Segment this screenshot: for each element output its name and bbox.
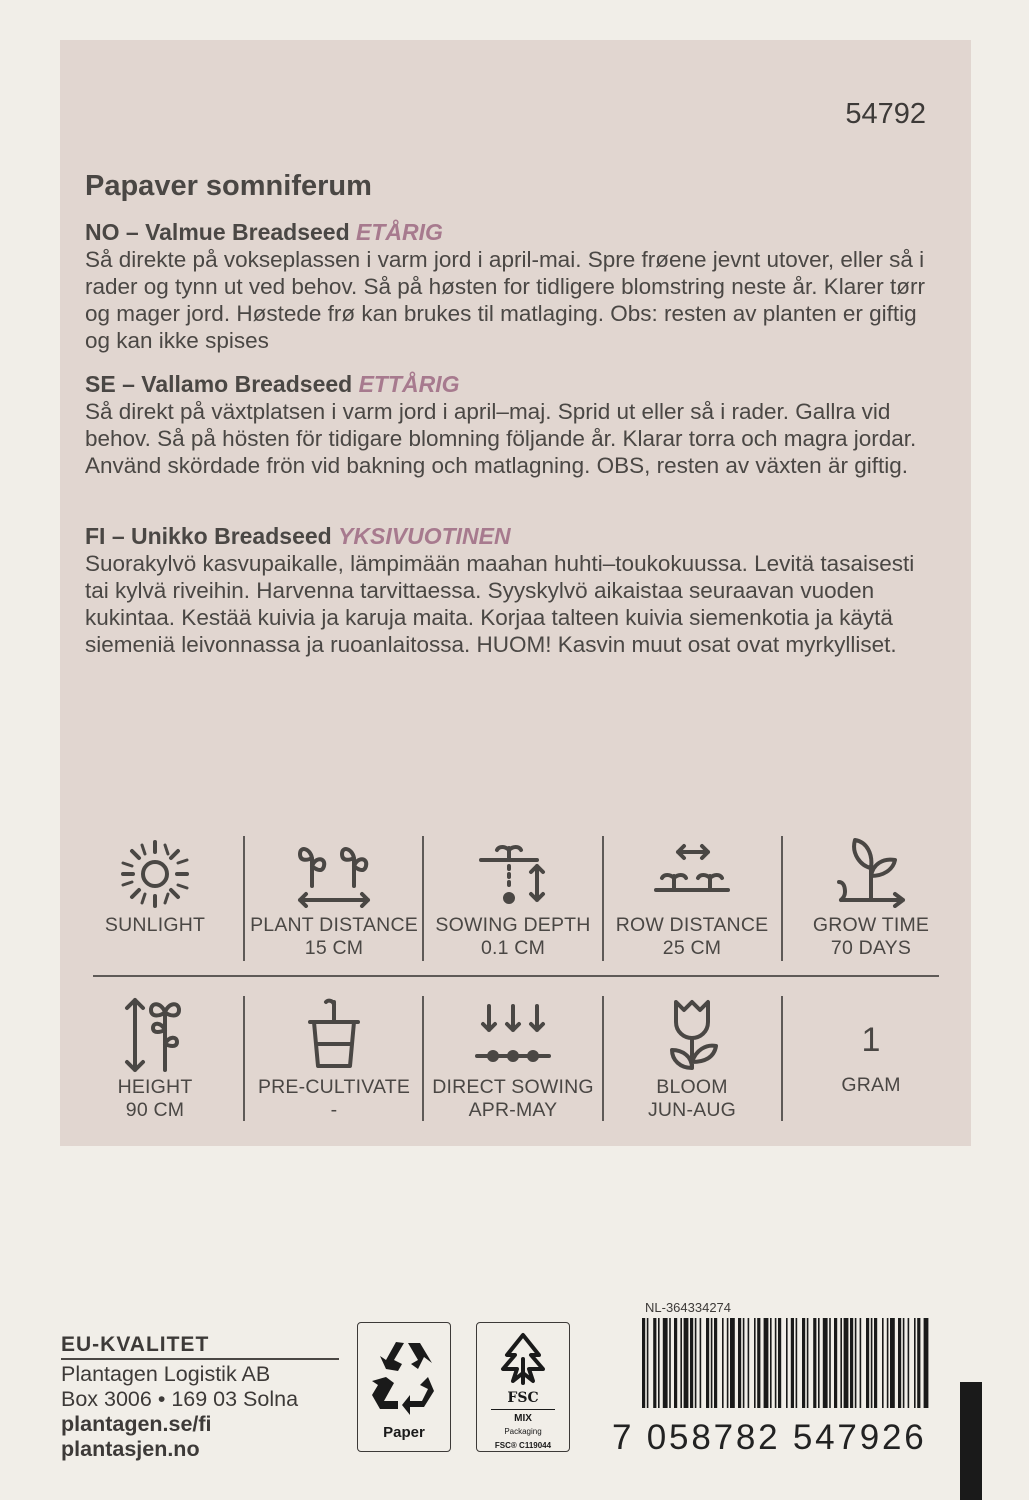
info-value: 0.1 CM: [480, 937, 546, 959]
recycle-icon: [358, 1333, 450, 1425]
direct-sowing-icon: [473, 996, 553, 1074]
barcode-bar: [674, 1318, 677, 1408]
info-label: HEIGHT: [117, 1076, 193, 1098]
barcode-bar: [642, 1318, 645, 1408]
section-title: NO – Valmue Breadseed ETÅRIG: [85, 219, 443, 245]
barcode-bar: [722, 1318, 724, 1408]
barcode-bar: [890, 1318, 895, 1408]
barcode-bar: [924, 1318, 929, 1408]
barcode-bar: [754, 1318, 756, 1408]
barcode-bar: [743, 1318, 745, 1408]
info-sunlight: [66, 836, 244, 937]
barcode-bar: [860, 1318, 862, 1408]
fsc-code: FSC® C119044: [494, 1441, 552, 1450]
barcode-bar: [791, 1318, 794, 1408]
barcode-bar: [818, 1318, 820, 1408]
website-link[interactable]: plantagen.se/fi: [61, 1412, 212, 1436]
barcode-bar: [695, 1318, 697, 1408]
info-grow-time: [782, 836, 960, 960]
info-value: -: [330, 1099, 338, 1121]
barcode-bar: [653, 1318, 656, 1408]
plant-distance-icon: [294, 836, 374, 908]
company-address: Box 3006 • 169 03 Solna: [61, 1387, 299, 1411]
info-label: SOWING DEPTH: [435, 914, 591, 936]
section-no: [85, 218, 935, 354]
fsc-tree-icon: [477, 1329, 569, 1385]
barcode-bar: [690, 1318, 693, 1408]
barcode-bar: [669, 1318, 671, 1408]
lifecycle-label: YKSIVUOTINEN: [338, 523, 511, 549]
info-value: 70 DAYS: [830, 937, 912, 959]
barcode-bar: [714, 1318, 717, 1408]
info-bloom: [603, 996, 781, 1122]
info-label: GROW TIME: [812, 914, 930, 936]
section-body: Suorakylvö kasvupaikalle, lämpimään maahan huhti–toukokuussa. Levitä tasaisesti tai kylvä riveihin. Harvenna tarvittaessa. Syyskylvö aikaistaa seuraavan vuoden kukintaa. Kestää kuivia ja karuja maita. Korjaa talteen kuivia siemenkotia ja käytä siemeniä leivonnassa ja ruoanlaitossa. HUOM! Kasvin muut osat ovat myrkylliset.: [85, 551, 915, 657]
barcode-bar: [711, 1318, 713, 1408]
barcode-bar: [823, 1318, 828, 1408]
barcode-bar: [775, 1318, 777, 1408]
barcode-bar: [855, 1318, 857, 1408]
info-value: 25 CM: [662, 937, 722, 959]
info-value: JUN-AUG: [647, 1099, 737, 1121]
info-label: PRE-CULTIVATE: [257, 1076, 411, 1098]
info-pre-cultivate: [245, 996, 423, 1122]
info-direct-sowing: [424, 996, 602, 1122]
barcode-bar: [706, 1318, 709, 1408]
section-se: [85, 370, 935, 479]
barcode: [640, 1318, 930, 1408]
barcode-bar: [764, 1318, 769, 1408]
info-value: 15 CM: [304, 937, 364, 959]
fsc-mix: MIX: [514, 1413, 532, 1424]
black-bar: [960, 1382, 982, 1500]
barcode-bar: [844, 1318, 849, 1408]
barcode-bar: [914, 1318, 916, 1408]
barcode-bar: [730, 1318, 735, 1408]
info-sowing-depth: [424, 836, 602, 960]
info-gram: [782, 1020, 960, 1097]
quality-label: EU-KVALITET: [61, 1333, 339, 1360]
barcode-bar: [908, 1318, 910, 1408]
barcode-bar: [871, 1318, 873, 1408]
barcode-bar: [840, 1318, 842, 1408]
barcode-bar: [727, 1318, 729, 1408]
barcode-bar: [850, 1318, 853, 1408]
fsc-packaging: Packaging: [504, 1427, 542, 1436]
fsc-brand: FSC: [507, 1390, 539, 1406]
barcode-bar: [887, 1318, 889, 1408]
tulip-icon: [652, 996, 732, 1074]
barcode-bar: [813, 1318, 816, 1408]
barcode-bar: [647, 1318, 649, 1408]
recycle-label: Paper: [383, 1424, 425, 1441]
height-icon: [115, 996, 195, 1074]
info-label: SUNLIGHT: [104, 914, 206, 936]
info-row-distance: [603, 836, 781, 960]
lifecycle-label: ETÅRIG: [356, 219, 443, 245]
barcode-bar: [796, 1318, 798, 1408]
barcode-bar: [658, 1318, 660, 1408]
section-body: Så direkt på växtplatsen i varm jord i april–maj. Sprid ut eller så i rader. Gallra vid behov. Så på hösten för tidigare blomning följande år. Klarar torra och magra jordar. Använd skördade frön vid bakning och matlagning. OBS, resten av växten är giftig.: [85, 399, 917, 478]
barcode-bar: [748, 1318, 750, 1408]
sun-icon: [115, 836, 195, 908]
barcode-number: 7 058782 547926: [612, 1418, 927, 1457]
section-title: FI – Unikko Breadseed YKSIVUOTINEN: [85, 523, 511, 549]
info-label: BLOOM: [656, 1076, 728, 1098]
company-info: [61, 1333, 339, 1462]
grow-time-icon: [831, 836, 911, 908]
info-label: DIRECT SOWING: [432, 1076, 594, 1098]
company-name: Plantagen Logistik AB: [61, 1362, 271, 1386]
recycle-logo: [357, 1322, 451, 1452]
barcode-bar: [898, 1318, 901, 1408]
info-label: PLANT DISTANCE: [250, 914, 418, 936]
barcode-bar: [834, 1318, 837, 1408]
fsc-logo: [476, 1322, 570, 1452]
barcode-bar: [829, 1318, 831, 1408]
barcode-bar: [882, 1318, 884, 1408]
product-number: 54792: [845, 98, 926, 130]
zigzag-edge: [60, 1128, 971, 1148]
section-title: SE – Vallamo Breadseed ETTÅRIG: [85, 371, 460, 397]
lifecycle-label: ETTÅRIG: [358, 371, 460, 397]
sowing-depth-icon: [473, 836, 553, 908]
info-plant-distance: [245, 836, 423, 960]
website-link[interactable]: plantasjen.no: [61, 1437, 200, 1461]
barcode-bar: [903, 1318, 905, 1408]
barcode-bar: [757, 1318, 760, 1408]
gram-value: 1: [861, 1021, 881, 1059]
barcode-bar: [738, 1318, 741, 1408]
barcode-bar: [680, 1318, 682, 1408]
latin-name: Papaver somniferum: [85, 170, 372, 202]
barcode-bar: [663, 1318, 668, 1408]
pot-icon: [294, 996, 374, 1074]
info-label: ROW DISTANCE: [615, 914, 769, 936]
section-fi: [85, 522, 935, 658]
barcode-bar: [802, 1318, 805, 1408]
barcode-bar: [684, 1318, 689, 1408]
row-distance-icon: [652, 836, 732, 908]
info-height: [66, 996, 244, 1122]
barcode-bar: [874, 1318, 877, 1408]
nl-number: NL-364334274: [645, 1300, 732, 1315]
info-label: GRAM: [841, 1074, 901, 1096]
info-value: 90 CM: [125, 1099, 185, 1121]
barcode-bar: [786, 1318, 788, 1408]
barcode-bar: [866, 1318, 869, 1408]
barcode-bar: [778, 1318, 781, 1408]
info-value: APR-MAY: [468, 1099, 558, 1121]
section-body: Så direkte på vokseplassen i varm jord i april-mai. Spre frøene jevnt utover, eller så i rader og tynn ut ved behov. Så på høsten for tidligere blomstring neste år. Klarer tørr og mager jord. Høstede frø kan brukes til matlaging. Obs: resten av planten er giftig og kan ikke spises: [85, 247, 926, 353]
barcode-bar: [700, 1318, 702, 1408]
barcode-bar: [807, 1318, 809, 1408]
barcode-bar: [770, 1318, 772, 1408]
barcode-bar: [917, 1318, 920, 1408]
divider: [93, 975, 939, 977]
